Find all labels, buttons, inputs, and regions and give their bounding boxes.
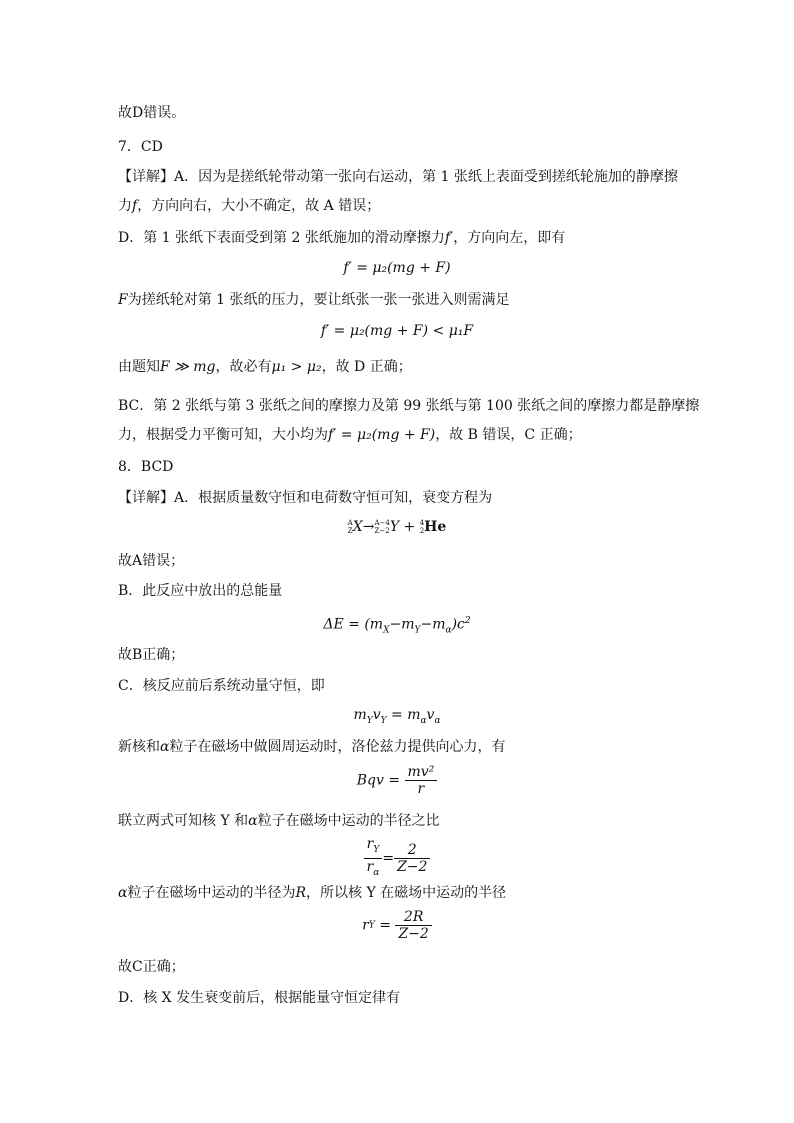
text: ，故 D 正确； bbox=[321, 359, 412, 375]
text-line bbox=[118, 811, 678, 831]
text-line bbox=[118, 425, 678, 445]
text: 故C正确； bbox=[118, 959, 185, 975]
math-inline: f′ = μ₂(mg + F) bbox=[328, 427, 436, 443]
nuclide-x: A Z X bbox=[347, 519, 363, 535]
text-line bbox=[118, 167, 678, 187]
text: 故A错误； bbox=[118, 553, 185, 569]
text-line bbox=[118, 676, 678, 696]
text: 联立两式可知核 Y 和 bbox=[118, 813, 249, 829]
decay-equation bbox=[0, 517, 794, 537]
text-line bbox=[118, 488, 678, 508]
text-line bbox=[118, 737, 678, 757]
arrow: → bbox=[362, 519, 375, 535]
math-symbol: R bbox=[295, 885, 307, 901]
math-inline: μ₁ > μ₂ bbox=[271, 359, 322, 375]
equation: rY = $\frac{2R}{Z-2}$ bbox=[0, 909, 794, 942]
answer-number bbox=[118, 137, 678, 157]
text-line bbox=[118, 196, 678, 216]
equation bbox=[0, 258, 794, 278]
text: 7．CD bbox=[118, 139, 163, 155]
text: D．第 1 张纸下表面受到第 2 张纸施加的滑动摩擦力 bbox=[118, 230, 445, 246]
text: B．此反应中放出的总能量 bbox=[118, 583, 283, 599]
text: 故B正确； bbox=[118, 647, 185, 663]
equation: $\Delta E = (m_X-m_Y-m_\alpha)c^2$ bbox=[323, 616, 471, 636]
text: 【详解】A．因为是搓纸轮带动第一张向右运动，第 1 张纸上表面受到搓纸轮施加的静摩擦 bbox=[118, 169, 678, 185]
text: BC．第 2 张纸与第 3 张纸之间的摩擦力及第 99 张纸与第 100 张纸之间的摩擦力都是静摩擦 bbox=[118, 398, 700, 414]
text-line bbox=[118, 357, 678, 377]
equation-text: f′ = μ₂(mg + F) bbox=[343, 260, 451, 276]
math-symbol: f bbox=[132, 198, 138, 214]
text: ，故必有 bbox=[215, 359, 272, 375]
text: 8．BCD bbox=[118, 459, 174, 475]
text-line bbox=[118, 957, 678, 977]
text: 由题知 bbox=[118, 359, 160, 375]
text-line bbox=[118, 290, 678, 310]
math-symbol: f′ bbox=[444, 230, 454, 246]
math-symbol: F bbox=[118, 292, 128, 308]
text: 力，根据受力平衡可知，大小均为 bbox=[118, 427, 328, 443]
text: C．核反应前后系统动量守恒，即 bbox=[118, 678, 325, 694]
equation bbox=[0, 321, 794, 341]
text-line bbox=[118, 228, 678, 248]
text-line bbox=[118, 645, 678, 665]
text-line bbox=[118, 396, 700, 416]
text-line bbox=[118, 883, 678, 903]
math-symbol: α bbox=[248, 813, 258, 829]
nuclide-he: 4 2 He bbox=[419, 519, 447, 535]
text: D．核 X 发生衰变前后，根据能量守恒定律有 bbox=[118, 990, 401, 1006]
text: 【详解】A．根据质量数守恒和电荷数守恒可知，衰变方程为 bbox=[118, 490, 493, 506]
text-line bbox=[118, 581, 678, 601]
equation-text: f′ = μ₂(mg + F) < μ₁F bbox=[320, 323, 474, 339]
text-line bbox=[118, 988, 678, 1008]
answer-number bbox=[118, 457, 678, 477]
text: ，所以核 Y 在磁场中运动的半径 bbox=[306, 885, 507, 901]
math-symbol: α bbox=[160, 739, 170, 755]
text: ，方向向右，大小不确定，故 A 错误； bbox=[137, 198, 381, 214]
plus: + bbox=[399, 519, 420, 535]
text: ，故 B 错误，C 正确； bbox=[435, 427, 582, 443]
text-line bbox=[118, 103, 678, 123]
text-line bbox=[118, 551, 678, 571]
text: ，方向向左，即有 bbox=[453, 230, 566, 246]
equation: Bqv = $\frac{\text{mv²}}{r}$ bbox=[0, 764, 794, 797]
text: 粒子在磁场中做圆周运动时，洛伦兹力提供向心力，有 bbox=[169, 739, 506, 755]
math-inline: F ≫ mg bbox=[160, 359, 216, 375]
text: 为搓纸轮对第 1 张纸的压力，要让纸张一张一张进入则需满足 bbox=[127, 292, 510, 308]
equation: $m_Yv_Y = m_\alpha v_\alpha$ bbox=[353, 707, 441, 726]
text: 力 bbox=[118, 198, 132, 214]
text: 粒子在磁场中运动的半径之比 bbox=[257, 813, 440, 829]
equation: $\frac{r_Y}{r_\alpha}$ = $\frac{2}{Z-2}$ bbox=[0, 836, 794, 881]
text: 故D错误。 bbox=[118, 105, 186, 121]
text: 新核和 bbox=[118, 739, 160, 755]
math-symbol: α bbox=[118, 885, 128, 901]
text: 粒子在磁场中运动的半径为 bbox=[127, 885, 296, 901]
nuclide-y: A−4 Z−2 Y bbox=[374, 519, 400, 535]
